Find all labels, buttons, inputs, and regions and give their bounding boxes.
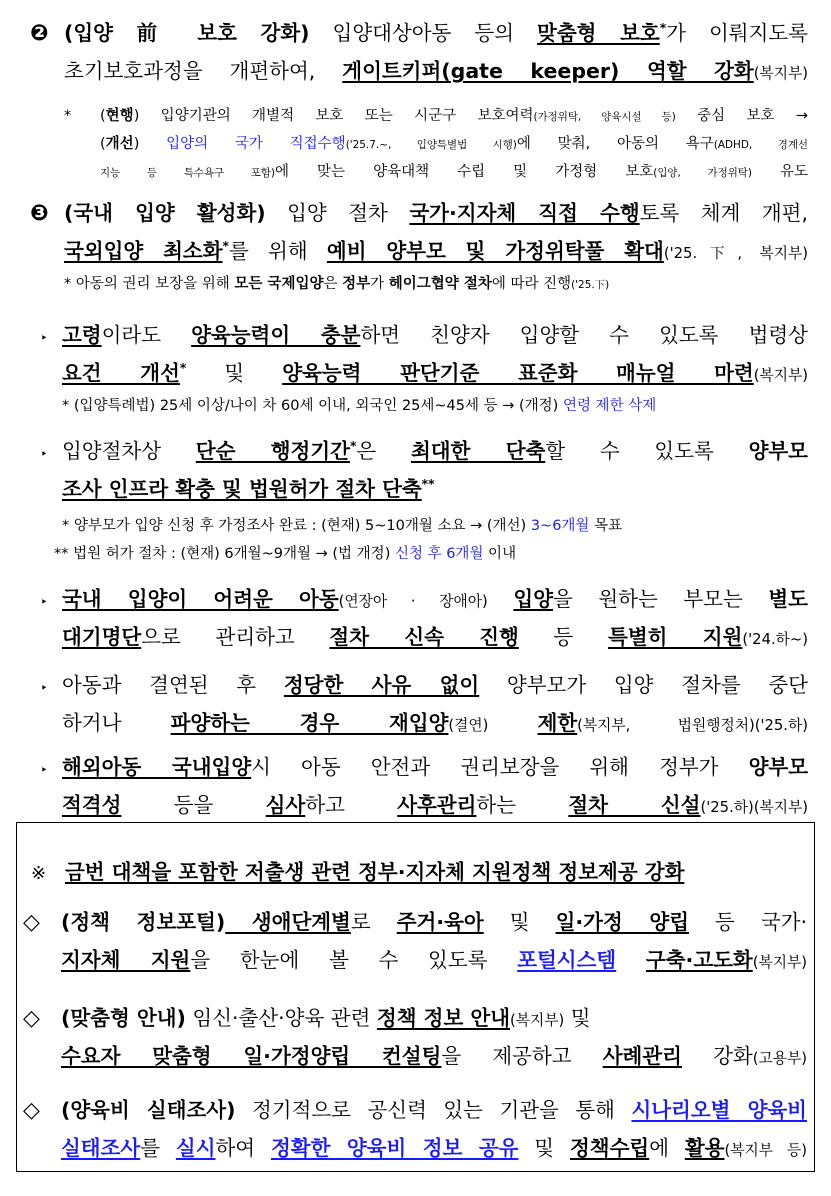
bullet-marker-icon: ‣ [40, 763, 48, 777]
section-number: ❷ [30, 21, 49, 46]
section-3-line-1: ❸ (국내 입양 활성화) 입양 절차 국가·지자체 직접 수행토록 체계 개편, [30, 194, 808, 232]
bullet-marker-icon: ‣ [40, 595, 48, 609]
diamond-bullet-icon: ◇ [23, 1006, 40, 1031]
bullet-item: ‣ 해외아동 국내입양시 아동 안전과 권리보장을 위해 정부가 양부모 적격성 등을 심사하고 사후관리하는 절차 신설('25.하)(복지부) [16, 748, 808, 824]
section-2-note-1: * (현행) 입양기관의 개별적 보호 또는 시군구 보호여력(가정위탁, 양육시설 등) 중심 보호 → [64, 108, 808, 124]
section-2-note-2: (개선) 입양의 국가 직접수행('25.7.~, 입양특별법 시행)에 맞춰, 아동의 욕구(ADHD, 경계선 [100, 136, 808, 152]
section-3-line-2: 국외입양 최소화*를 위해 예비 양부모 및 가정위탁풀 확대('25.下, 복지부) [64, 239, 808, 263]
bullet-item: ‣ 아동과 결연된 후 정당한 사유 없이 양부모가 입양 절차를 중단 하거나 파양하는 경우 재입양(결연) 제한(복지부, 법원행정처)('25.하) [16, 666, 808, 742]
box-item: ◇ (양육비 실태조사) 정기적으로 공신력 있는 기관을 통해 시나리오별 양육비 실태조사를 실시하여 정확한 양육비 정보 공유 및 정책수립에 활용(복지부 등) [23, 1091, 807, 1167]
section-2-line-2: 초기보호과정을 개편하여, 게이트키퍼(gate keeper) 역할 강화(복지부) [64, 59, 808, 83]
box-item: ◇ (정책 정보포털) 생애단계별로 주거·육아 및 일·가정 양립 등 국가· 지자체 지원을 한눈에 볼 수 있도록 포털시스템 구축·고도화(복지부) [23, 903, 807, 979]
bullet-marker-icon: ‣ [40, 331, 48, 345]
section-3-note: * 아동의 권리 보장을 위해 모든 국제입양은 정부가 헤이그협약 절차에 따라 진행('25.下) [64, 276, 610, 292]
section-3 [30, 194, 808, 298]
bullet-marker-icon: ‣ [40, 681, 48, 695]
bullet-item: ‣ 입양절차상 단순 행정기간*은 최대한 단축할 수 있도록 양부모 조사 인프라 확충 및 법원허가 절차 단축** * 양부모가 입양 신청 후 가정조사 완료 : (현재) 5~10개월 소요 → (개선) 3~6개월 목표 ** 법원 허가 절차 : (현재) 6개월~9개월 → (법 개정) 신청 후 6개월 이내 [16, 432, 808, 568]
bullet-item: ‣ 국내 입양이 어려운 아동(연장아 · 장애아) 입양을 원하는 부모는 별도 대기명단으로 관리하고 절차 신속 진행 등 특별히 지원('24.하~) [16, 580, 808, 656]
info-box [16, 822, 815, 1172]
box-header: ※ 금번 대책을 포함한 저출생 관련 정부·지자체 지원정책 정보제공 강화 [31, 860, 685, 884]
bullet-item: ‣ 고령이라도 양육능력이 충분하면 친양자 입양할 수 있도록 법령상 요건 개선* 및 양육능력 판단기준 표준화 매뉴얼 마련(복지부) * (입양특례법) 25세 이상/나이 차 60세 이내, 외국인 25세~45세 등 → (개정) 연령 제한 삭제 [16, 316, 808, 420]
section-2 [30, 14, 808, 186]
box-item: ◇ (맞춤형 안내) 임신·출산·양육 관련 정책 정보 안내(복지부) 및 수요자 맞춤형 일·가정양립 컨설팅을 제공하고 사례관리 강화(고용부) [23, 999, 807, 1075]
diamond-bullet-icon: ◇ [23, 910, 40, 935]
bullet-marker-icon: ‣ [40, 447, 48, 461]
section-number: ❸ [30, 201, 49, 226]
section-2-line-1: ❷ (입양 前 보호 강화) 입양대상아동 등의 맞춤형 보호*가 이뤄지도록 [30, 14, 808, 52]
diamond-bullet-icon: ◇ [23, 1098, 40, 1123]
section-2-note-3: 지능 등 특수욕구 포함)에 맞는 양육대책 수립 및 가정형 보호(입양, 가정위탁) 유도 [100, 164, 808, 180]
